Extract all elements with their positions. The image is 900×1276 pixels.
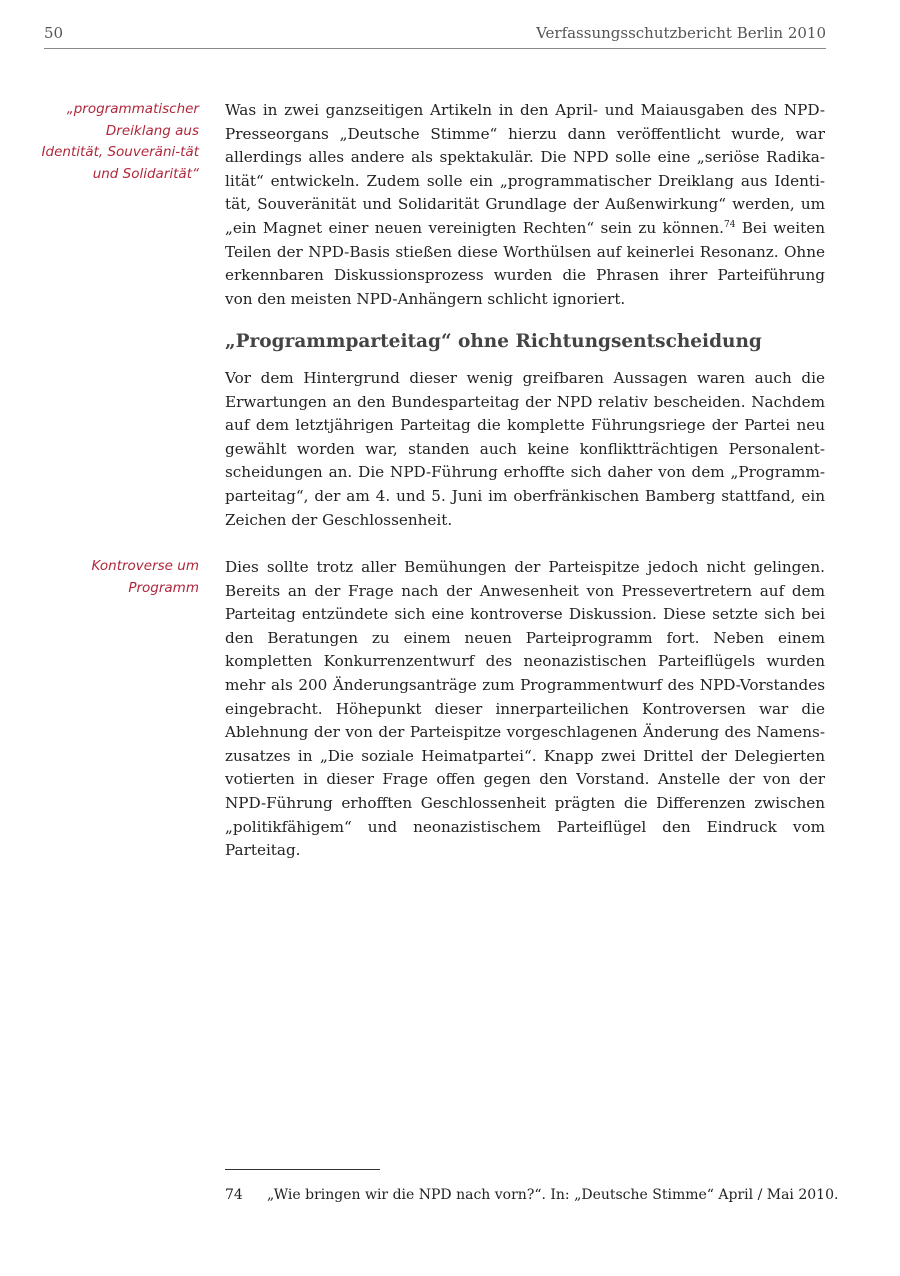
paragraph-intro-text-a: Was in zwei ganzseitigen Artikeln in den April- und Maiausgaben des NPD-Presseorgans „Deutsche Stimme“ hierzu dann veröffentlicht wurde, war allerdings alles andere als spektakulär. Die NPD solle eine „seriöse Radikalität“ entwickeln. Zudem solle ein „programmatischer Dreiklang aus Identität, Souveränität und Solidarität Grundlage der Außenwirkung“ werden, um „ein Magnet einer neuen vereinigten Rechten“ sein zu können. (225, 101, 825, 237)
paragraph-kontroverse-text: Dies sollte trotz aller Bemühungen der Parteispitze jedoch nicht gelingen. Bereits an der Frage nach der Anwesenheit von Pressevertretern auf dem Parteitag entzündete sich eine kontroverse Diskussion. Diese setzte sich bei den Beratungen zu einem neuen Parteiprogramm fort. Neben einem kompletten Konkurrenzentwurf des neonazistischen Parteiflügels wurden mehr als 200 Änderungsanträge zum Programmentwurf des NPD-Vorstandes eingebracht. Höhepunkt dieser innerparteilichen Kontroversen war die Ablehnung der von der Parteispitze vorgeschlagenen Änderung des Namenszusatzes in „Die soziale Heimatpartei“. Knapp zwei Drittel der Delegierten votierten in dieser Frage offen gegen den Vorstand. Anstelle der von der NPD-Führung erhofften Geschlossenheit prägten die Differenzen zwischen „politikfähigem“ und neonazistischem Parteiflügel den Eindruck vom Parteitag. (225, 558, 825, 860)
paragraph-parteitag-text: Vor dem Hintergrund dieser wenig greifbaren Aussagen waren auch die Erwartungen an den Bundesparteitag der NPD relativ bescheiden. Nachdem auf dem letztjährigen Parteitag die komplette Führungsriege der Partei neu gewählt worden war, standen auch keine konfliktträchtigen Personalentscheidungen an. Die NPD-Führung erhoffte sich daher von dem „Programmparteitag“, der am 4. und 5. Juni im oberfränkischen Bamberg stattfand, ein Zeichen der Geschlossenheit. (225, 369, 825, 529)
footnote-number: 74 (225, 1187, 243, 1203)
margin-note-kontroverse: Kontroverse um Programm (91, 558, 199, 596)
margin-note-dreiklang: „programmatischer Dreiklang aus Identität, Souveräni-tät und Solidarität“ (41, 101, 199, 182)
page-header (44, 24, 826, 49)
page-number: 50 (44, 24, 64, 42)
paragraph-kontroverse (225, 556, 825, 863)
footnote-text: „Wie bringen wir die NPD nach vorn?“. In: „Deutsche Stimme“ April / Mai 2010. (267, 1187, 839, 1203)
paragraph-intro-text-b: Bei weiten Teilen der NPD-Basis stießen diese Worthülsen auf keinerlei Resonanz. Ohne erkennbaren Diskussionsprozess wurden die Phrasen ihrer Parteiführung von den meisten NPD-Anhängern schlicht ignoriert. (225, 218, 825, 308)
paragraph-parteitag (225, 367, 825, 532)
running-title: Verfassungsschutzbericht Berlin 2010 (536, 24, 826, 42)
section-heading: „Programmparteitag“ ohne Richtungsentscheidung (225, 331, 762, 352)
footnote-ref[interactable]: 74 (724, 219, 736, 230)
footnote-divider (225, 1169, 380, 1170)
paragraph-intro (225, 99, 825, 311)
